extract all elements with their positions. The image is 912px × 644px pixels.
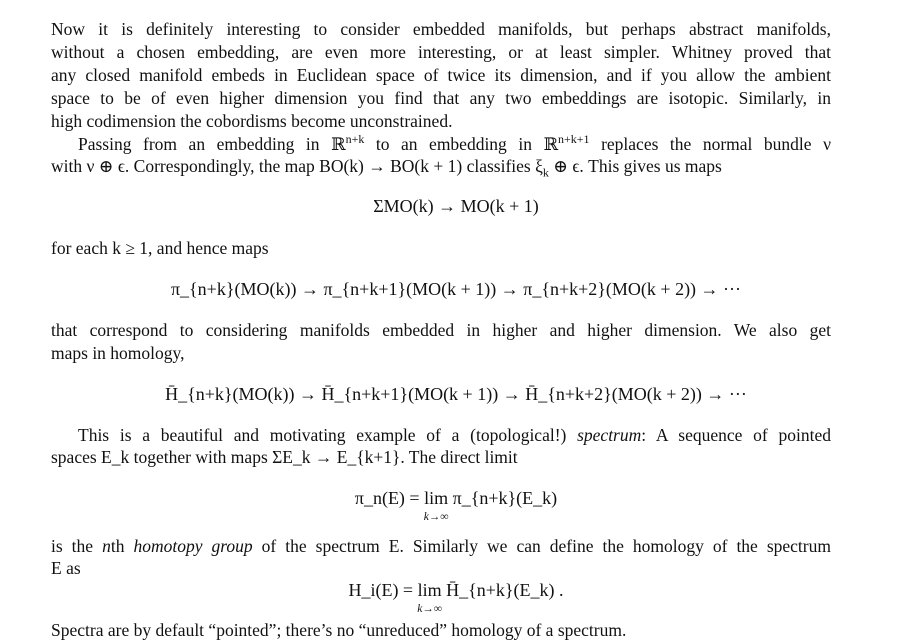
paragraph-1-line-2: without a chosen embedding, are even more interesting, or at least simpler. Whitney proved that (51, 42, 831, 62)
p2-sup-a: n+k (345, 132, 365, 147)
p2-text-a: Passing from an embedding in ℝ (78, 134, 346, 154)
p2-text-b: to an embedding in ℝ (364, 134, 559, 154)
paragraph-1-line-1: Now it is definitely interesting to consider embedded manifolds, but perhaps abstract manifolds, (51, 19, 831, 39)
eq4-rhs: π_{n+k}(E_k) (452, 488, 558, 508)
eq5-lim-subscript: k→∞ (417, 603, 442, 615)
paragraph-1-line-5: high codimension the cobordisms become unconstrained. (51, 111, 453, 131)
equation-3: H̄_{n+k}(MO(k)) → H̄_{n+k+1}(MO(k + 1)) → H̄_{n+k+2}(MO(k + 2)) → ··· (165, 384, 747, 404)
paragraph-3-line-2: maps in homology, (51, 343, 185, 363)
eq5-rhs: H̄_{n+k}(E_k) . (446, 580, 564, 600)
eq4-lhs: π_n(E) = (354, 488, 420, 508)
paragraph-2-line-2 (51, 155, 722, 178)
paragraph-1-line-4: space to be of even higher dimension you find that any two embeddings are isotopic. Similarly, in (51, 88, 831, 108)
paragraph-5-line-1 (51, 535, 831, 558)
p2-line2-end: ⊕ ϵ. This gives us maps (548, 156, 722, 176)
equation-4 (0, 487, 912, 523)
eq5-lim (417, 579, 442, 615)
p4-text-b: : A sequence of pointed (641, 425, 831, 445)
eq4-lim-word: lim (424, 488, 449, 508)
p2-line2-sub: k (542, 165, 549, 180)
p5-emph-n: n (102, 536, 111, 556)
p2-line2-text: with ν ⊕ ϵ. Correspondingly, the map BO(k) → BO(k + 1) classifies ξ (51, 156, 543, 176)
equation-5 (0, 579, 912, 615)
paragraph-3-line-1: that correspond to considering manifolds embedded in higher and higher dimension. We also get (51, 320, 831, 340)
paragraph-1-line-3: any closed manifold embeds in Euclidean space of twice its dimension, and if you allow the ambient (51, 65, 831, 85)
paragraph-2-line-1 (78, 133, 831, 156)
p2-text-c: replaces the normal bundle ν (589, 134, 831, 154)
paragraph-4-line-2: spaces E_k together with maps ΣE_k → E_{k+1}. The direct limit (51, 447, 518, 467)
paragraph-5-line-2: E as (51, 558, 81, 578)
eq4-lim (423, 487, 449, 523)
p4-text-a: This is a beautiful and motivating example of a (topological!) (78, 425, 578, 445)
p5-text-a: is the (51, 536, 103, 556)
paragraph-4-line-1 (78, 424, 831, 447)
eq4-lim-subscript: k→∞ (423, 511, 449, 523)
p2-sup-b: n+k+1 (558, 132, 590, 147)
eq5-lhs: H_i(E) = (348, 580, 414, 600)
for-each-line: for each k ≥ 1, and hence maps (51, 238, 269, 258)
eq5-lim-word: lim (417, 580, 442, 600)
equation-2: π_{n+k}(MO(k)) → π_{n+k+1}(MO(k + 1)) → π_{n+k+2}(MO(k + 2)) → ··· (170, 279, 742, 299)
p5-text-b: th (110, 536, 134, 556)
p4-emph-spectrum: spectrum (577, 425, 642, 445)
p5-emph-homotopy-group: homotopy group (133, 536, 253, 556)
closing-line: Spectra are by default “pointed”; there’s no “unreduced” homology of a spectrum. (51, 620, 627, 640)
equation-1: ΣMO(k) → MO(k + 1) (373, 196, 539, 216)
p5-text-c: of the spectrum E. Similarly we can define the homology of the spectrum (252, 536, 831, 556)
